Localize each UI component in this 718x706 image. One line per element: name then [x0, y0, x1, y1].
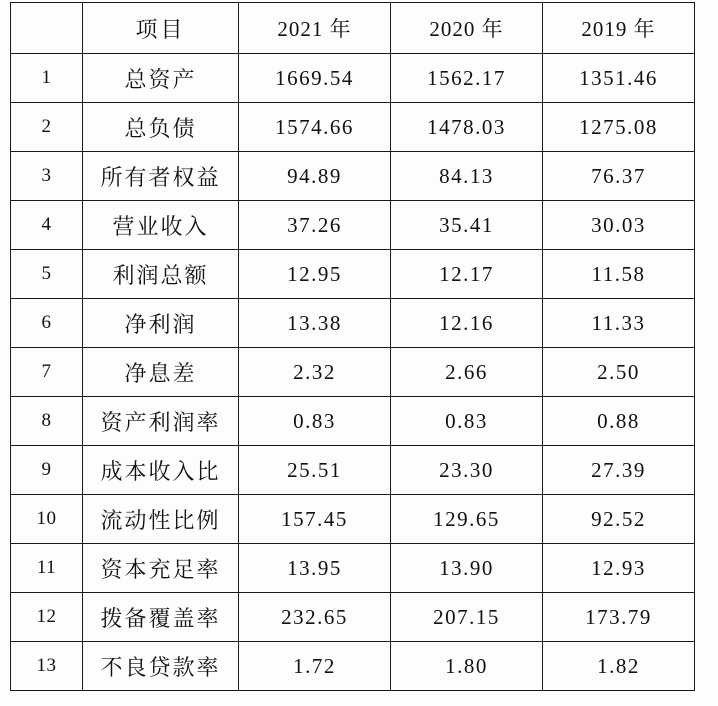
- row-value-2020: 129.65: [391, 495, 543, 544]
- row-value-2020: 23.30: [391, 446, 543, 495]
- row-value-2019: 11.33: [543, 299, 695, 348]
- row-value-2020: 12.16: [391, 299, 543, 348]
- row-index: 13: [11, 642, 83, 691]
- row-index: 5: [11, 250, 83, 299]
- row-item: 营业收入: [83, 201, 239, 250]
- row-value-2019: 1351.46: [543, 54, 695, 103]
- row-index: 7: [11, 348, 83, 397]
- row-value-2020: 0.83: [391, 397, 543, 446]
- header-item-cell: 项目: [83, 3, 239, 54]
- row-item: 流动性比例: [83, 495, 239, 544]
- row-index: 9: [11, 446, 83, 495]
- row-value-2021: 13.95: [239, 544, 391, 593]
- row-item: 净利润: [83, 299, 239, 348]
- row-value-2021: 1574.66: [239, 103, 391, 152]
- row-value-2021: 1669.54: [239, 54, 391, 103]
- row-index: 3: [11, 152, 83, 201]
- row-item: 总资产: [83, 54, 239, 103]
- row-index: 12: [11, 593, 83, 642]
- table-row: [11, 54, 695, 103]
- row-value-2021: 0.83: [239, 397, 391, 446]
- row-index: 1: [11, 54, 83, 103]
- table-header-row: [11, 3, 695, 54]
- row-value-2019: 0.88: [543, 397, 695, 446]
- table-row: [11, 642, 695, 691]
- row-value-2019: 12.93: [543, 544, 695, 593]
- table-row: [11, 593, 695, 642]
- row-value-2020: 2.66: [391, 348, 543, 397]
- row-value-2021: 12.95: [239, 250, 391, 299]
- header-year-2020: 2020 年: [391, 3, 543, 54]
- row-value-2021: 25.51: [239, 446, 391, 495]
- table-row: [11, 299, 695, 348]
- row-value-2019: 1275.08: [543, 103, 695, 152]
- row-value-2019: 27.39: [543, 446, 695, 495]
- header-year-2021: 2021 年: [239, 3, 391, 54]
- table-row: [11, 201, 695, 250]
- row-value-2021: 232.65: [239, 593, 391, 642]
- table-row: [11, 103, 695, 152]
- row-item: 利润总额: [83, 250, 239, 299]
- row-value-2020: 35.41: [391, 201, 543, 250]
- row-value-2021: 157.45: [239, 495, 391, 544]
- row-item: 总负债: [83, 103, 239, 152]
- row-value-2019: 11.58: [543, 250, 695, 299]
- table-row: [11, 544, 695, 593]
- row-value-2020: 84.13: [391, 152, 543, 201]
- row-value-2020: 1478.03: [391, 103, 543, 152]
- table-row: [11, 152, 695, 201]
- row-value-2019: 2.50: [543, 348, 695, 397]
- row-value-2019: 92.52: [543, 495, 695, 544]
- row-index: 11: [11, 544, 83, 593]
- row-index: 4: [11, 201, 83, 250]
- row-index: 2: [11, 103, 83, 152]
- row-value-2021: 94.89: [239, 152, 391, 201]
- row-value-2021: 37.26: [239, 201, 391, 250]
- row-index: 6: [11, 299, 83, 348]
- table-row: [11, 495, 695, 544]
- row-item: 不良贷款率: [83, 642, 239, 691]
- table-row: [11, 397, 695, 446]
- row-value-2020: 12.17: [391, 250, 543, 299]
- row-value-2020: 1.80: [391, 642, 543, 691]
- row-value-2020: 1562.17: [391, 54, 543, 103]
- row-value-2021: 2.32: [239, 348, 391, 397]
- header-year-2019: 2019 年: [543, 3, 695, 54]
- table-row: [11, 250, 695, 299]
- row-value-2021: 13.38: [239, 299, 391, 348]
- row-value-2020: 207.15: [391, 593, 543, 642]
- row-item: 拨备覆盖率: [83, 593, 239, 642]
- table-row: [11, 348, 695, 397]
- row-value-2019: 30.03: [543, 201, 695, 250]
- row-value-2020: 13.90: [391, 544, 543, 593]
- row-value-2021: 1.72: [239, 642, 391, 691]
- row-value-2019: 173.79: [543, 593, 695, 642]
- row-item: 所有者权益: [83, 152, 239, 201]
- header-index-cell: [11, 3, 83, 54]
- row-item: 成本收入比: [83, 446, 239, 495]
- row-value-2019: 76.37: [543, 152, 695, 201]
- row-item: 资产利润率: [83, 397, 239, 446]
- row-value-2019: 1.82: [543, 642, 695, 691]
- financial-indicators-table: [10, 2, 695, 691]
- row-index: 8: [11, 397, 83, 446]
- table-row: [11, 446, 695, 495]
- row-item: 净息差: [83, 348, 239, 397]
- document-page: [0, 2, 718, 706]
- row-index: 10: [11, 495, 83, 544]
- row-item: 资本充足率: [83, 544, 239, 593]
